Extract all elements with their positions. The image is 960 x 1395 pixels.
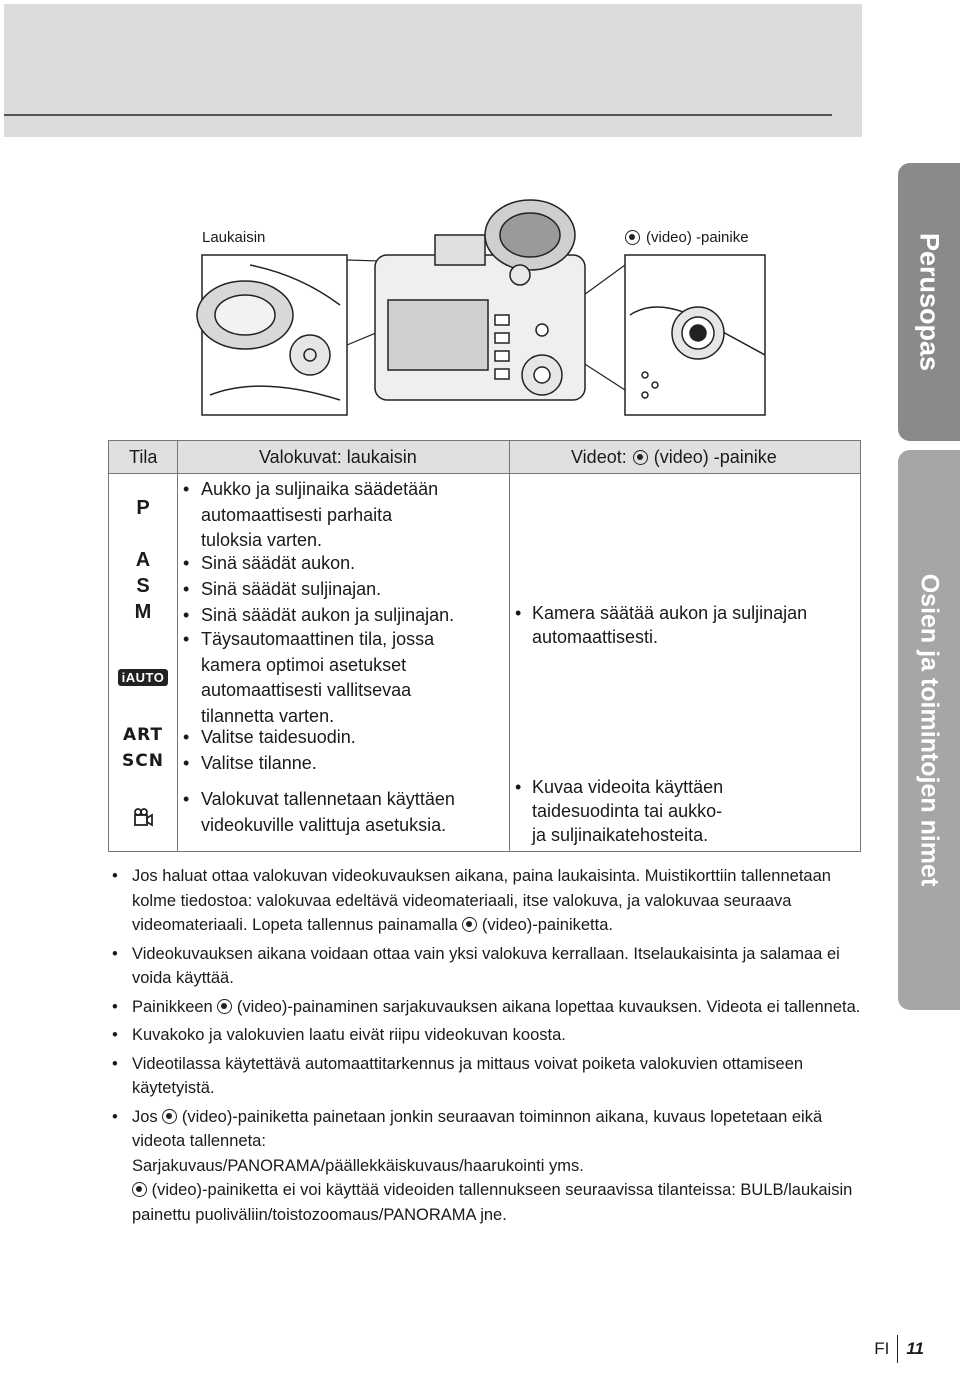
callout-shutter-button: Laukaisin (202, 229, 266, 246)
note-6-c: Sarjakuvaus/PANORAMA/päällekkäiskuvaus/haarukointi yms. (132, 1156, 584, 1175)
header-rule (4, 114, 832, 116)
photo-movie-desc: • Valokuvat tallennetaan käyttäen videokuville valittuja asetuksia. (183, 789, 455, 835)
footer-divider (897, 1335, 898, 1363)
note-3-b: (video)-painaminen sarjakuvauksen aikana lopettaa kuvauksen. Videota ei tallenneta. (236, 997, 861, 1016)
tab-perusopas-label: Perusopas (914, 232, 945, 372)
header-photo: Valokuvat: laukaisin (259, 447, 417, 467)
notes-list (110, 864, 870, 1231)
header-band (4, 4, 862, 137)
callout-video-label: (video) -painike (646, 229, 749, 246)
note-item: • Kuvakoko ja valokuvien laatu eivät riipu videokuvan koosta. (112, 1026, 566, 1044)
record-icon (217, 999, 232, 1014)
photo-p-desc: • Aukko ja suljinaika säädetään automaattisesti parhaita tuloksia varten. (183, 479, 439, 550)
mode-a: A (135, 549, 151, 571)
video-art-desc: • Kuvaa videoita käyttäen taidesuodinta tai aukko- ja suljinaikatehosteita. (515, 777, 724, 845)
tab-osien-label: Osien ja toimintojen nimet (915, 573, 944, 887)
note-4-text: Kuvakoko ja valokuvien laatu eivät riipu videokuvan koosta. (132, 1026, 566, 1044)
note-2-text: Videokuvauksen aikana voidaan ottaa vain yksi valokuva kerrallaan. Itselaukaisinta ja salamaa ei voida käyttää. (132, 944, 840, 987)
note-item: • Videotilassa käytettävä automaattitarkennus ja mittaus voivat poiketa valokuvien ottamiseen käytetyistä. (112, 1054, 804, 1097)
language-code: FI (874, 1339, 890, 1358)
header-mode: Tila (129, 447, 158, 467)
record-icon (132, 1182, 147, 1197)
note-item: • Videokuvauksen aikana voidaan ottaa vain yksi valokuva kerrallaan. Itselaukaisinta ja salamaa ei voida käyttää. (112, 944, 840, 987)
mode-iauto (109, 665, 177, 688)
note-item: • Jos haluat ottaa valokuvan videokuvauksen aikana, paina laukaisinta. Muistikorttiin tallennetaan kolme tiedostoa: valokuvaa edeltävä videomateriaali, itse valokuva, ja valokuvaa seuraava videomateriaali. Lopeta tallennus painamalla (video)-painiketta. (112, 867, 831, 934)
tab-osien-ja-toimintojen-nimet[interactable] (898, 450, 960, 1010)
note-7 (110, 1178, 870, 1227)
mode-table (108, 440, 861, 852)
iauto-badge: iAUTO (118, 669, 169, 686)
header-video (571, 447, 777, 468)
record-icon (633, 450, 648, 465)
table-header (109, 441, 860, 474)
photo-s-desc: • Sinä säädät suljinajan. (183, 579, 382, 599)
record-icon (162, 1109, 177, 1124)
note-5-text: Videotilassa käytettävä automaattitarkennus ja mittaus voivat poiketa valokuvien ottamiseen käytetyistä. (132, 1054, 804, 1097)
header-video-prefix: Videot: (571, 447, 627, 467)
note-item: • Jos (video)-painiketta painetaan jonkin seuraavan toiminnon aikana, kuvaus lopetetaan eikä videota tallenneta: (112, 1107, 823, 1150)
note-7-text: (video)-painiketta ei voi käyttää videoiden tallennukseen seuraavissa tilanteissa: BULB/laukaisin painettu puoliväliin/toistozoomaus/PANORAMA jne. (132, 1181, 853, 1224)
mode-s: S (136, 575, 150, 597)
video-button-inset (625, 255, 765, 415)
mode-m: M (134, 601, 152, 623)
camera-body (375, 200, 585, 400)
column-divider (509, 441, 510, 851)
movie-camera-icon (132, 807, 154, 829)
note-item: • Painikkeen (video)-painaminen sarjakuvauksen aikana lopettaa kuvauksen. Videota ei tallenneta. (112, 997, 861, 1016)
photo-m-desc: • Sinä säädät aukon ja suljinajan. (183, 605, 455, 625)
photo-scn-desc: • Valitse tilanne. (183, 753, 317, 773)
page-number: 11 (906, 1339, 924, 1358)
camera-illustration (190, 195, 780, 420)
column-divider (177, 441, 178, 851)
mode-p: P (136, 497, 150, 519)
page-footer (874, 1335, 924, 1363)
mode-art: ART (122, 725, 164, 745)
photo-iauto-desc: • Täysautomaattinen tila, jossa kamera optimoi asetukset automaattisesti vallitsevaa tilannetta varten. (183, 629, 435, 726)
note-1-end: (video)-painiketta. (481, 916, 613, 934)
mode-movie (109, 807, 177, 835)
photo-art-desc: • Valitse taidesuodin. (183, 727, 356, 747)
photo-a-desc: • Sinä säädät aukon. (183, 553, 356, 573)
note-6-list (110, 1154, 870, 1179)
note-3-a: Painikkeen (132, 997, 213, 1016)
video-auto-desc: • Kamera säätää aukon ja suljinajan automaattisesti. (515, 603, 808, 647)
note-1-text: Jos haluat ottaa valokuvan videokuvauksen aikana, paina laukaisinta. Muistikorttiin tallennetaan kolme tiedostoa: valokuvaa edeltävä videomateriaali, itse valokuva, ja valokuvaa seuraava videomateriaali. Lopeta tallennus painamalla (132, 867, 831, 934)
record-icon (462, 917, 477, 932)
mode-scn: SCN (122, 751, 164, 771)
note-6-b: (video)-painiketta painetaan jonkin seuraavan toiminnon aikana, kuvaus lopetetaan eikä videota tallenneta: (132, 1107, 823, 1150)
note-6-a: Jos (132, 1107, 158, 1126)
header-video-suffix: (video) -painike (653, 447, 777, 467)
tab-perusopas[interactable] (898, 163, 960, 441)
shutter-inset (197, 255, 347, 415)
